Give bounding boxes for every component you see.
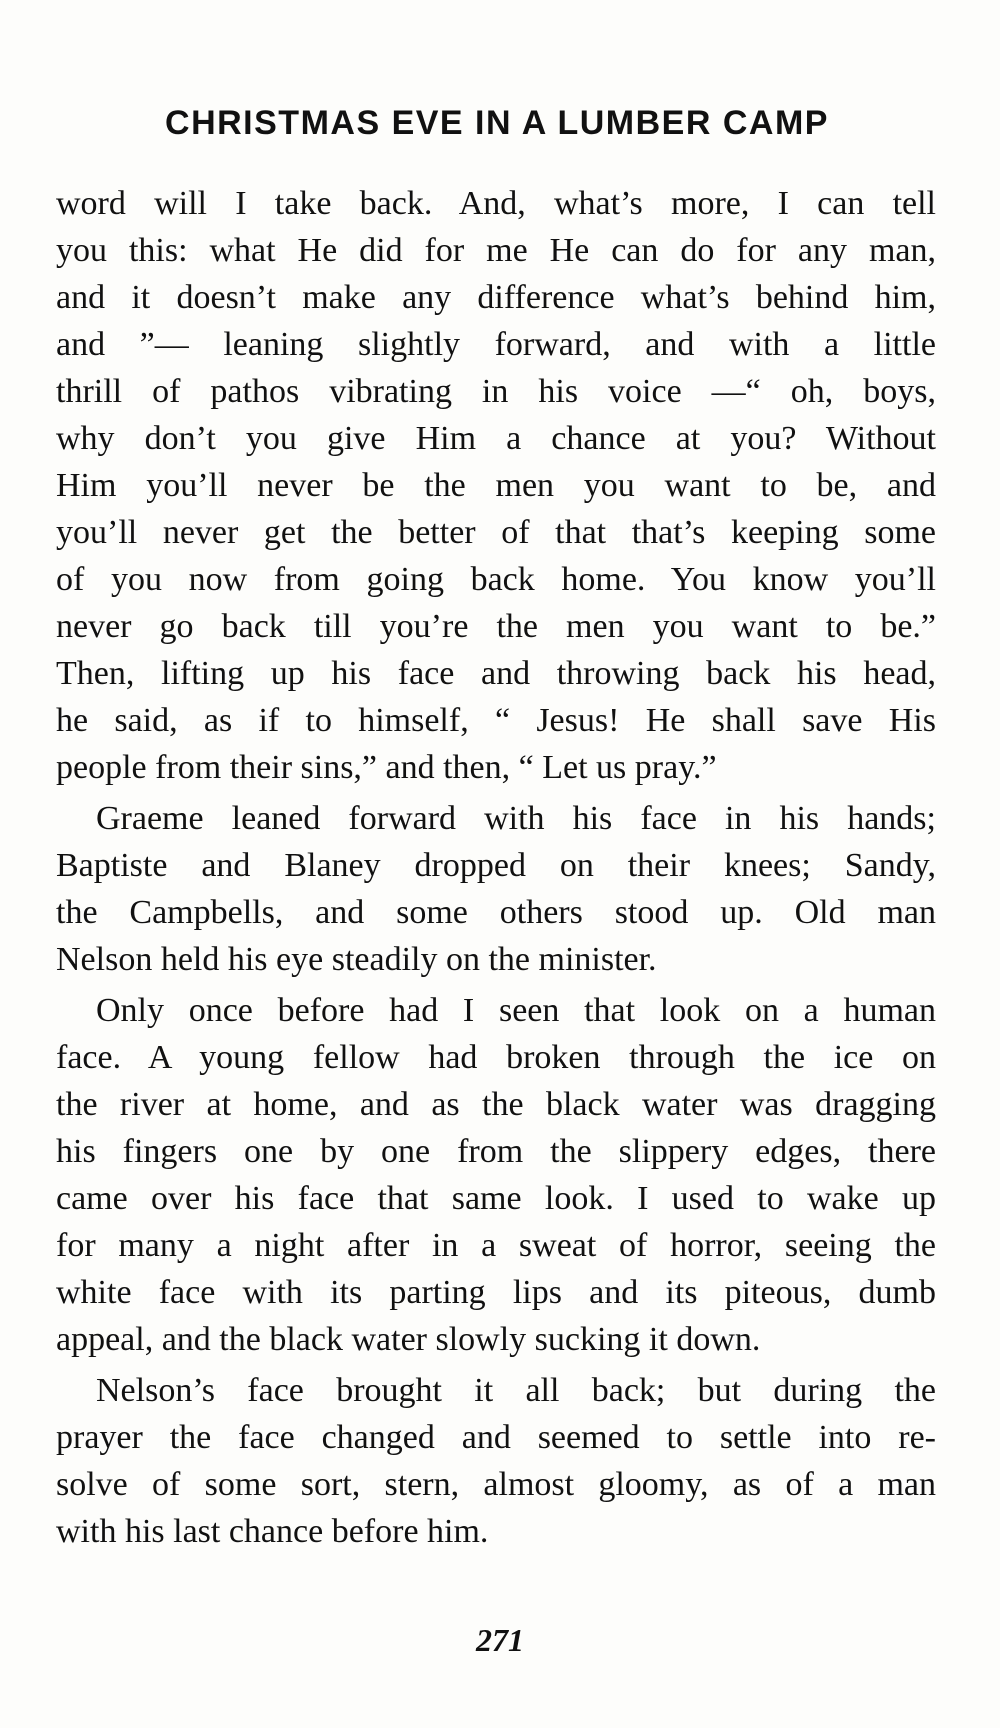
text-line: Nelson held his eye steadily on the minister. <box>56 941 657 978</box>
text-line: prayer the face changed and seemed to settle into re- <box>56 1419 936 1456</box>
text-line: and ”— leaning slightly forward, and with a little <box>56 326 936 363</box>
paragraph <box>56 795 936 983</box>
paragraph <box>56 180 936 791</box>
text-line: word will I take back. And, what’s more, I can tell <box>56 185 936 222</box>
text-line: and it doesn’t make any difference what’s behind him, <box>56 279 936 316</box>
text-line: Graeme leaned forward with his face in his hands; <box>96 800 936 837</box>
text-line: white face with its parting lips and its piteous, dumb <box>56 1274 936 1311</box>
text-line: face. A young fellow had broken through the ice on <box>56 1039 936 1076</box>
text-line: for many a night after in a sweat of horror, seeing the <box>56 1227 936 1264</box>
text-line: Him you’ll never be the men you want to be, and <box>56 467 936 504</box>
text-line: came over his face that same look. I used to wake up <box>56 1180 936 1217</box>
text-line: thrill of pathos vibrating in his voice —“ oh, boys, <box>56 373 936 410</box>
text-line: Then, lifting up his face and throwing back his head, <box>56 655 936 692</box>
running-head: CHRISTMAS EVE IN A LUMBER CAMP <box>165 104 829 142</box>
text-line: with his last chance before him. <box>56 1513 489 1550</box>
text-line: his fingers one by one from the slippery edges, there <box>56 1133 936 1170</box>
text-line: why don’t you give Him a chance at you? Without <box>56 420 936 457</box>
text-line: Nelson’s face brought it all back; but during the <box>96 1372 936 1409</box>
text-line: solve of some sort, stern, almost gloomy, as of a man <box>56 1466 936 1503</box>
text-line: people from their sins,” and then, “ Let us pray.” <box>56 749 717 786</box>
text-line: you this: what He did for me He can do for any man, <box>56 232 936 269</box>
text-line: you’ll never get the better of that that’s keeping some <box>56 514 936 551</box>
text-line: Baptiste and Blaney dropped on their knees; Sandy, <box>56 847 936 884</box>
paragraph <box>56 987 936 1363</box>
text-line: he said, as if to himself, “ Jesus! He shall save His <box>56 702 936 739</box>
text-line: the river at home, and as the black water was dragging <box>56 1086 936 1123</box>
text-line: Only once before had I seen that look on a human <box>96 992 936 1029</box>
text-line: of you now from going back home. You know you’ll <box>56 561 936 598</box>
text-line: never go back till you’re the men you want to be.” <box>56 608 936 645</box>
text-line: the Campbells, and some others stood up. Old man <box>56 894 936 931</box>
body-text <box>56 180 936 1555</box>
page-number: 271 <box>476 1622 524 1658</box>
paragraph <box>56 1367 936 1555</box>
text-line: appeal, and the black water slowly sucking it down. <box>56 1321 761 1358</box>
